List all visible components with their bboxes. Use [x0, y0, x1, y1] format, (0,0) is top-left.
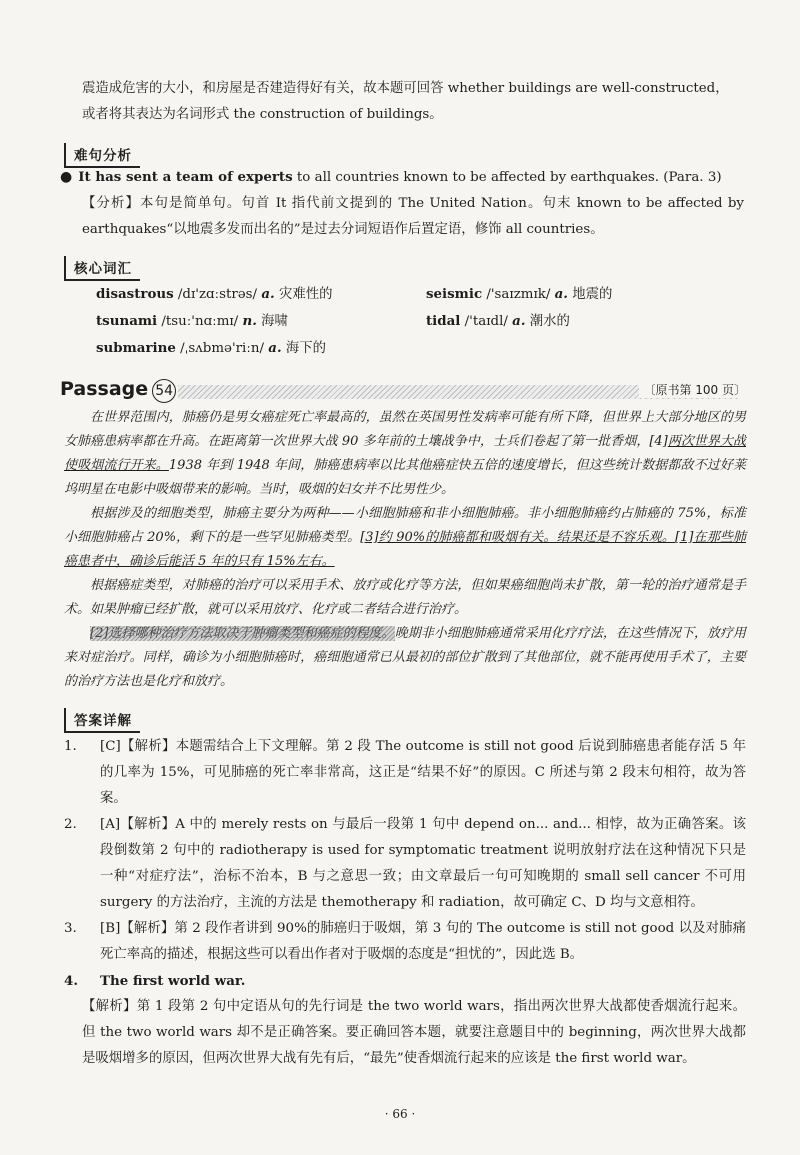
answer-item: 3. [B]【解析】第 2 段作者讲到 90%的肺癌归于吸烟，第 3 句的 The outcome is still not good 以及对肺痛死亡率高的描述，根据这些可以看出作者对于吸烟的态度是“担忧的”，因此选 B。	[64, 921, 746, 962]
answer-4-analysis: 【解析】第 1 段第 2 句中定语从句的先行词是 the two world wars，指出两次世界大战都使香烟流行起来。但 the two world wars 却不是正确答案。要正确回答本题，就要注意题目中的 beginning，两次世界大战都是吸烟增多的原因，但两次世界大战有先有后，“最先”使香烟流行起来的应该是 the first world war。	[82, 999, 746, 1066]
answers-list	[64, 734, 746, 1072]
page-number: · 66 ·	[384, 1107, 416, 1121]
translation-p4: [2]选择哪种治疗方法取决于肿瘤类型和癌症的程度。晚期非小细胞肺癌通常采用化疗疗法，在这些情况下，放疗用来对症治疗。同样，确诊为小细胞肺癌时，癌细胞通常已从最初的部位扩散到了其他部位，就不能再使用手术了，主要的治疗方法也是化疗和放疗。	[64, 626, 746, 689]
translation-p1: 在世界范围内，肺癌仍是男女癌症死亡率最高的，虽然在英国男性发病率可能有所下降，但世界上大部分地区的男女肺癌患病率都在升高。在距离第一次世界大战 90 多年前的土壤战争中，士兵们卷起了第一批香烟，[4]两次世界大战使吸烟流行开来。1938 年到 1948 年间，肺癌患病率以比其他癌症快五倍的速度增长，但这些统计数据都敌不过好莱坞明星在电影中吸烟带来的影响。当时，吸烟的妇女并不比男性少。	[64, 410, 746, 497]
section-title: 答案详解	[64, 708, 140, 733]
answers-header	[64, 708, 140, 733]
answer-item: 4. The first world war.	[64, 973, 246, 989]
intro-paragraph	[82, 76, 744, 128]
shaded-sentence: [2]选择哪种治疗方法取决于肿瘤类型和癌症的程度。	[90, 626, 395, 641]
sentence-bold: It has sent a team of experts	[78, 169, 293, 185]
passage-number: 54	[152, 379, 176, 403]
vocab-item: tidal /'taɪdl/ a. 潮水的	[426, 313, 570, 329]
answer-item: 1. [C]【解析】本题需结合上下文理解。第 2 段 The outcome is still not good 后说到肺癌患者能存活 5 年的几率为 15%，可见肺癌的死亡率非常高，这正是“结果不好”的原因。C 所述与第 2 段末句相符，故为答案。	[64, 739, 746, 806]
analysis-paragraph	[60, 191, 744, 243]
analysis-text: 本句是简单句。句首 It 指代前文提到的 The United Nation。句末 known to be affected by earthquakes“以地震多发而出名的”是过去分词短语作后置定语，修饰 all countries。	[82, 196, 744, 237]
vocab-list	[96, 282, 756, 361]
section-title: 核心词汇	[64, 256, 140, 281]
intro-line-2: 或者将其表达为名词形式 the construction of buildings。	[82, 107, 443, 122]
passage-title: Passage	[60, 378, 149, 400]
intro-line-1: 震造成危害的大小，和房屋是否建造得好有关，故本题可回答 whether buildings are well-constructed，	[82, 81, 729, 96]
vocab-item: seismic /'saɪzmɪk/ a. 地震的	[426, 286, 613, 302]
vocab-item: submarine /ˌsʌbmə'riːn/ a. 海下的	[96, 340, 327, 356]
difficult-sentence-block	[60, 164, 744, 243]
passage-translation	[64, 406, 746, 694]
vocab-item: tsunami /tsuː'nɑːmɪ/ n. 海啸	[96, 313, 288, 329]
analysis-tag: 【分析】	[82, 196, 140, 211]
passage-header	[60, 378, 750, 406]
vocab-item: disastrous /dɪ'zɑːstrəs/ a. 灾难性的	[96, 286, 333, 302]
difficult-sentence	[60, 164, 744, 191]
answer-item: 2. [A]【解析】A 中的 merely rests on 与最后一段第 1 句中 depend on... and... 相悖，故为正确答案。该段倒数第 2 句中的 radiotherapy is used for symptomatic treatment 说明放射疗法在这种情况下只是一种“对症疗法”，治标不治本，B 与之意思一致；由文章最后一句可知晚期的 small sell cancer 不可用 surgery 的方法治疗，主流的方法是 themotherapy 和 radiation，故可确定 C、D 均与文意相符。	[64, 817, 746, 910]
bullet-icon: ●	[60, 169, 73, 185]
translation-p3: 根据癌症类型，对肺癌的治疗可以采用手术、放疗或化疗等方法，但如果癌细胞尚未扩散，第一轮的治疗通常是手术。如果肿瘤已经扩散，就可以采用放疗、化疗或二者结合进行治疗。	[64, 578, 746, 617]
page-reference: 〔原书第 100 页〕	[639, 381, 750, 398]
translation-p2: 根据涉及的细胞类型，肺癌主要分为两种——小细胞肺癌和非小细胞肺癌。非小细胞肺癌约占肺癌的 75%，标准小细胞肺癌占 20%，剩下的是一些罕见肺癌类型。[3]约 90%的肺癌都和吸烟有关。结果还是不容乐观。[1]在那些肺癌患者中，确诊后能活 5 年的只有 15%左右。	[64, 506, 746, 569]
core-vocab-header	[64, 256, 140, 281]
section-title: 难句分析	[64, 143, 140, 168]
sentence-rest: to all countries known to be affected by earthquakes. (Para. 3)	[292, 170, 722, 185]
